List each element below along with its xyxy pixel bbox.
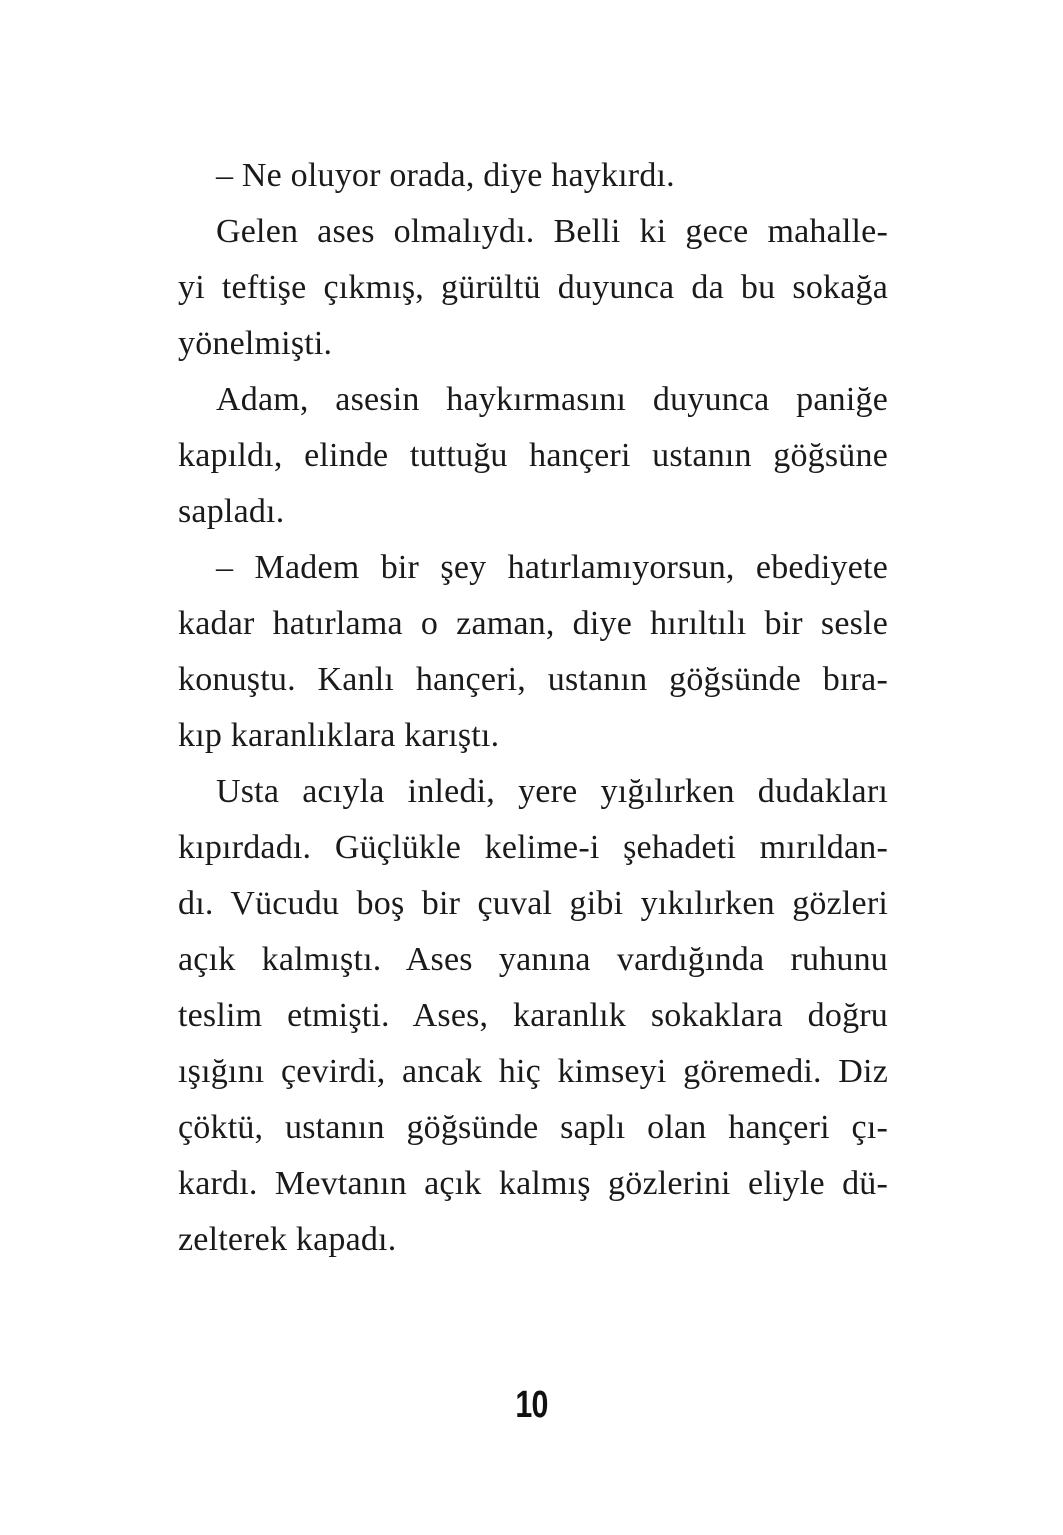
text-line: Adam, asesin haykırmasını duyunca paniğe xyxy=(216,381,888,418)
text-line: sapladı. xyxy=(178,493,285,530)
text-line: yönelmişti. xyxy=(178,325,333,362)
page-number: 10 xyxy=(515,1384,548,1426)
text-line: yi teftişe çıkmış, gürültü duyunca da bu sokağa xyxy=(178,269,888,306)
body-text xyxy=(178,148,888,1268)
paragraph-3 xyxy=(178,372,888,540)
text-line: teslim etmişti. Ases, karanlık sokaklara doğru xyxy=(178,997,888,1034)
text-line: kadar hatırlama o zaman, diye hırıltılı bir sesle xyxy=(178,605,888,642)
text-line: kıp karanlıklara karıştı. xyxy=(178,717,500,754)
text-line: açık kalmıştı. Ases yanına vardığında ruhunu xyxy=(178,941,888,978)
text-line: kıpırdadı. Güçlükle kelime-i şehadeti mırıldan- xyxy=(178,829,888,866)
paragraph-1 xyxy=(178,148,888,204)
text-line: kapıldı, elinde tuttuğu hançeri ustanın göğsüne xyxy=(178,437,888,474)
text-line: dı. Vücudu boş bir çuval gibi yıkılırken gözleri xyxy=(178,885,888,922)
text-line: – Ne oluyor orada, diye haykırdı. xyxy=(216,157,675,194)
text-line: Usta acıyla inledi, yere yığılırken dudakları xyxy=(216,773,888,810)
paragraph-2 xyxy=(178,204,888,372)
paragraph-4 xyxy=(178,540,888,764)
text-line: ışığını çevirdi, ancak hiç kimseyi göremedi. Diz xyxy=(178,1053,888,1090)
text-line: çöktü, ustanın göğsünde saplı olan hançeri çı- xyxy=(178,1109,888,1146)
paragraph-5 xyxy=(178,764,888,1268)
text-line: kardı. Mevtanın açık kalmış gözlerini eliyle dü- xyxy=(178,1165,888,1202)
text-line: Gelen ases olmalıydı. Belli ki gece mahalle- xyxy=(216,213,888,250)
text-line: zelterek kapadı. xyxy=(178,1221,397,1258)
text-line: konuştu. Kanlı hançeri, ustanın göğsünde bıra- xyxy=(178,661,888,698)
text-line: – Madem bir şey hatırlamıyorsun, ebediyete xyxy=(216,549,888,586)
